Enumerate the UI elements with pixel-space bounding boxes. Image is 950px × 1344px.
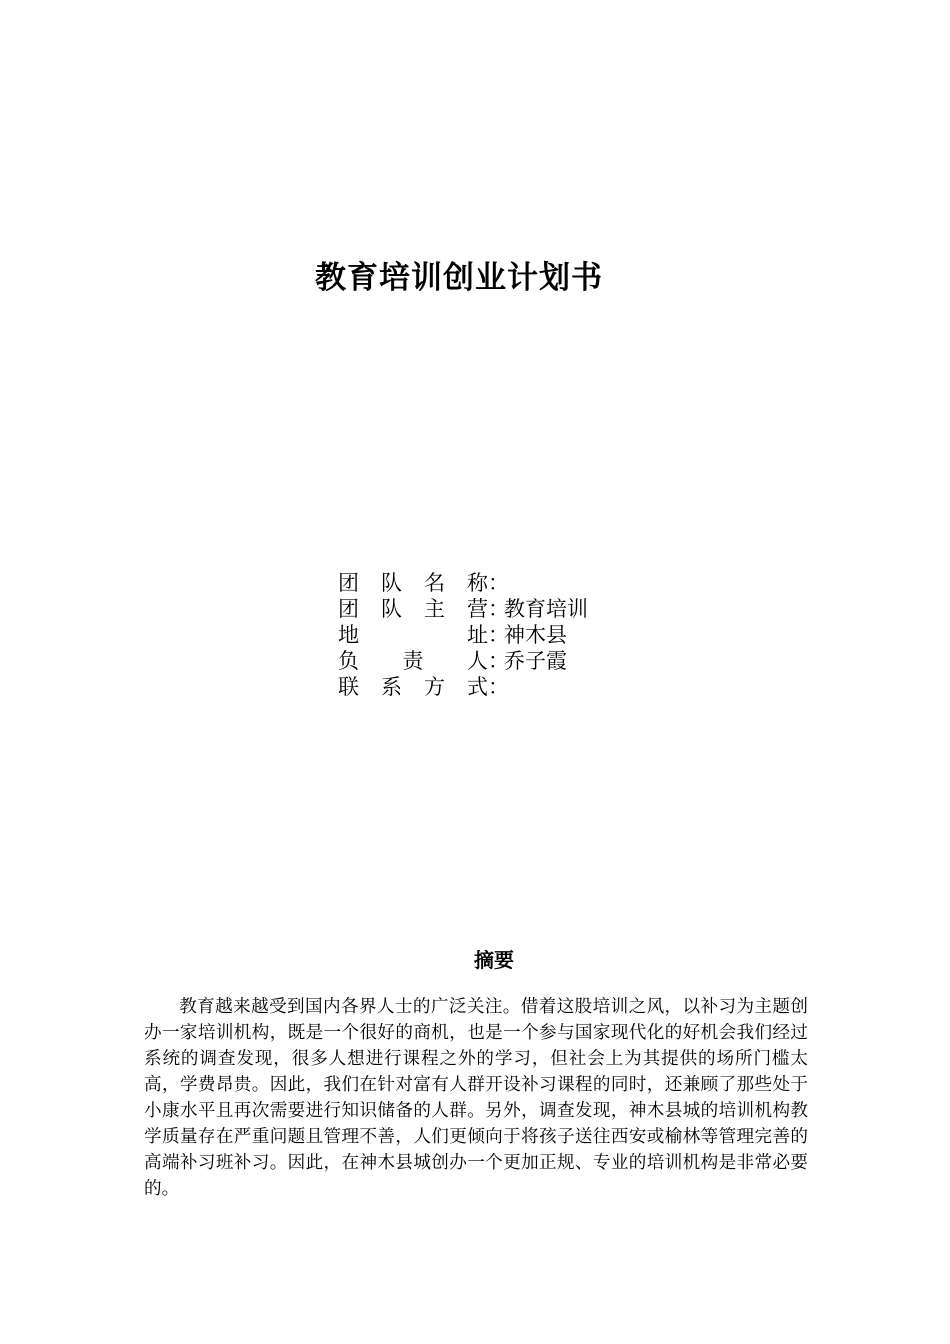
info-row-team-business bbox=[338, 596, 588, 622]
info-colon: ： bbox=[488, 649, 509, 673]
info-label: 地址 bbox=[338, 623, 488, 647]
info-row-team-name bbox=[338, 570, 588, 596]
info-colon: ： bbox=[488, 675, 509, 699]
abstract-body: 教育越来越受到国内各界人士的广泛关注。借着这股培训之风，以补习为主题创办一家培训机构，既是一个很好的商机，也是一个参与国家现代化的好机会我们经过系统的调查发现，很多人想进行课程之外的学习，但社会上为其提供的场所门槛太高，学费昂贵。因此，我们在针对富有人群开设补习课程的同时，还兼顾了那些处于小康水平且再次需要进行知识储备的人群。另外，调查发现，神木县城的培训机构教学质量存在严重问题且管理不善，人们更倾向于将孩子送往西安或榆林等管理完善的高端补习班补习。因此，在神木县城创办一个更加正规、专业的培训机构是非常必要的。 bbox=[144, 997, 808, 1199]
info-value: 神木县 bbox=[504, 623, 567, 647]
document-title: 教育培训创业计划书 bbox=[315, 260, 603, 296]
info-row-person-in-charge bbox=[338, 648, 588, 674]
team-info-block bbox=[338, 570, 588, 700]
info-label: 联系方式 bbox=[338, 675, 488, 699]
info-label: 团队名称 bbox=[338, 571, 488, 595]
info-row-address bbox=[338, 622, 588, 648]
info-value: 教育培训 bbox=[504, 597, 588, 621]
abstract-heading: 摘要 bbox=[474, 948, 514, 972]
info-colon: ： bbox=[488, 597, 509, 621]
info-label: 团队主营 bbox=[338, 597, 488, 621]
info-colon: ： bbox=[488, 623, 509, 647]
info-value: 乔子霞 bbox=[504, 649, 567, 673]
info-colon: ： bbox=[488, 571, 509, 595]
info-row-contact bbox=[338, 674, 588, 700]
info-label: 负责人 bbox=[338, 649, 488, 673]
